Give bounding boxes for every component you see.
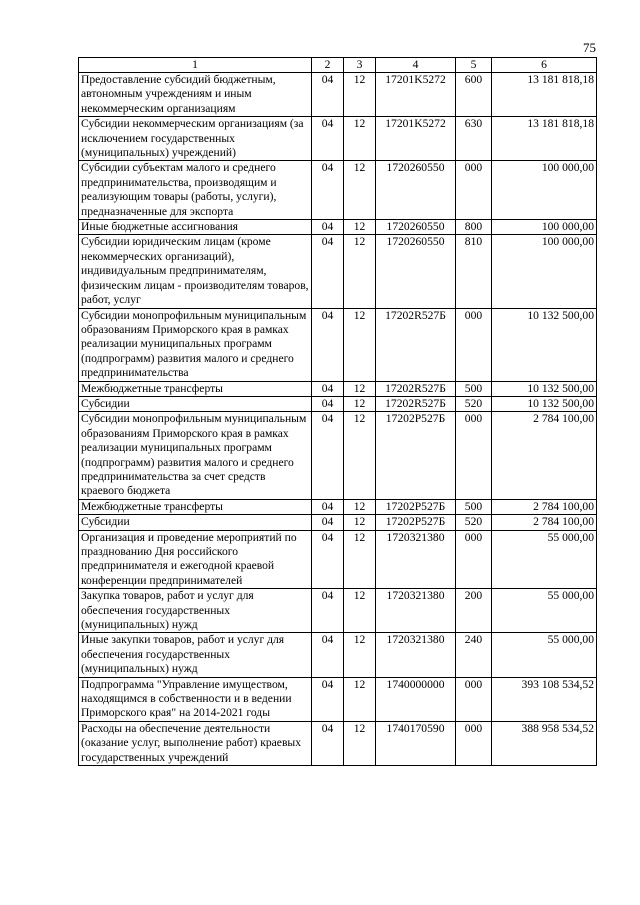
row-amount-cell: 100 000,00 bbox=[492, 220, 597, 235]
row-name-cell: Субсидии bbox=[79, 396, 312, 411]
row-amount-cell: 2 784 100,00 bbox=[492, 412, 597, 499]
row-target-code-cell: 1720321380 bbox=[376, 633, 456, 677]
row-name-cell: Расходы на обеспечение деятельности (оказание услуг, выполнение работ) краевых государственных учреждений bbox=[79, 721, 312, 765]
row-amount-cell: 13 181 818,18 bbox=[492, 117, 597, 161]
row-section-cell: 04 bbox=[312, 412, 344, 499]
row-target-code-cell: 1720321380 bbox=[376, 530, 456, 589]
table-row bbox=[79, 381, 597, 396]
row-expense-type-cell: 500 bbox=[456, 381, 492, 396]
row-expense-type-cell: 000 bbox=[456, 677, 492, 721]
row-expense-type-cell: 800 bbox=[456, 220, 492, 235]
header-col-4: 4 bbox=[376, 58, 456, 73]
row-subsection-cell: 12 bbox=[344, 396, 376, 411]
row-target-code-cell: 17201K5272 bbox=[376, 73, 456, 117]
row-name-cell: Межбюджетные трансферты bbox=[79, 381, 312, 396]
row-name-cell: Закупка товаров, работ и услуг для обеспечения государственных (муниципальных) нужд bbox=[79, 589, 312, 633]
table-body bbox=[79, 73, 597, 766]
header-col-5: 5 bbox=[456, 58, 492, 73]
table-row bbox=[79, 235, 597, 308]
row-section-cell: 04 bbox=[312, 73, 344, 117]
row-expense-type-cell: 600 bbox=[456, 73, 492, 117]
row-name-cell: Субсидии монопрофильным муниципальным образованиям Приморского края в рамках реализации муниципальных программ (подпрограмм) развития малого и среднего предпринимательства за счет средств краевого бюджета bbox=[79, 412, 312, 499]
row-subsection-cell: 12 bbox=[344, 381, 376, 396]
row-name-cell: Предоставление субсидий бюджетным, автономным учреждениям и иным некоммерческим организациям bbox=[79, 73, 312, 117]
row-section-cell: 04 bbox=[312, 515, 344, 530]
row-amount-cell: 2 784 100,00 bbox=[492, 499, 597, 514]
row-target-code-cell: 1740170590 bbox=[376, 721, 456, 765]
row-expense-type-cell: 000 bbox=[456, 530, 492, 589]
table-row bbox=[79, 677, 597, 721]
table-row bbox=[79, 220, 597, 235]
row-amount-cell: 2 784 100,00 bbox=[492, 515, 597, 530]
row-target-code-cell: 17202P527Б bbox=[376, 499, 456, 514]
table-row bbox=[79, 161, 597, 220]
row-subsection-cell: 12 bbox=[344, 677, 376, 721]
row-subsection-cell: 12 bbox=[344, 633, 376, 677]
row-expense-type-cell: 630 bbox=[456, 117, 492, 161]
row-target-code-cell: 17202P527Б bbox=[376, 412, 456, 499]
table-row bbox=[79, 499, 597, 514]
row-target-code-cell: 1720260550 bbox=[376, 235, 456, 308]
row-expense-type-cell: 200 bbox=[456, 589, 492, 633]
row-subsection-cell: 12 bbox=[344, 499, 376, 514]
header-col-2: 2 bbox=[312, 58, 344, 73]
table-header-row bbox=[79, 58, 597, 73]
row-expense-type-cell: 520 bbox=[456, 515, 492, 530]
budget-table bbox=[78, 57, 597, 766]
row-target-code-cell: 1740000000 bbox=[376, 677, 456, 721]
row-subsection-cell: 12 bbox=[344, 220, 376, 235]
row-amount-cell: 100 000,00 bbox=[492, 161, 597, 220]
row-target-code-cell: 17202P527Б bbox=[376, 515, 456, 530]
row-subsection-cell: 12 bbox=[344, 412, 376, 499]
row-expense-type-cell: 810 bbox=[456, 235, 492, 308]
row-section-cell: 04 bbox=[312, 161, 344, 220]
row-subsection-cell: 12 bbox=[344, 117, 376, 161]
row-section-cell: 04 bbox=[312, 589, 344, 633]
row-amount-cell: 100 000,00 bbox=[492, 235, 597, 308]
row-expense-type-cell: 240 bbox=[456, 633, 492, 677]
row-name-cell: Субсидии некоммерческим организациям (за исключением государственных (муниципальных) учреждений) bbox=[79, 117, 312, 161]
row-target-code-cell: 17201K5272 bbox=[376, 117, 456, 161]
row-target-code-cell: 1720260550 bbox=[376, 220, 456, 235]
header-col-3: 3 bbox=[344, 58, 376, 73]
row-section-cell: 04 bbox=[312, 677, 344, 721]
row-amount-cell: 10 132 500,00 bbox=[492, 396, 597, 411]
table-row bbox=[79, 308, 597, 381]
row-subsection-cell: 12 bbox=[344, 515, 376, 530]
row-amount-cell: 10 132 500,00 bbox=[492, 308, 597, 381]
row-section-cell: 04 bbox=[312, 721, 344, 765]
row-subsection-cell: 12 bbox=[344, 73, 376, 117]
row-expense-type-cell: 520 bbox=[456, 396, 492, 411]
row-amount-cell: 55 000,00 bbox=[492, 633, 597, 677]
table-row bbox=[79, 515, 597, 530]
row-name-cell: Организация и проведение мероприятий по празднованию Дня российского предпринимателя и ежегодной краевой конференции предпринимателей bbox=[79, 530, 312, 589]
row-section-cell: 04 bbox=[312, 117, 344, 161]
row-subsection-cell: 12 bbox=[344, 589, 376, 633]
page-number: 75 bbox=[583, 40, 596, 55]
table-row bbox=[79, 396, 597, 411]
row-amount-cell: 388 958 534,52 bbox=[492, 721, 597, 765]
row-amount-cell: 393 108 534,52 bbox=[492, 677, 597, 721]
row-amount-cell: 10 132 500,00 bbox=[492, 381, 597, 396]
row-name-cell: Субсидии юридическим лицам (кроме некоммерческих организаций), индивидуальным предпринимателям, физическим лицам - производителям товаров, работ, услуг bbox=[79, 235, 312, 308]
row-section-cell: 04 bbox=[312, 633, 344, 677]
row-expense-type-cell: 000 bbox=[456, 161, 492, 220]
row-name-cell: Субсидии bbox=[79, 515, 312, 530]
row-amount-cell: 13 181 818,18 bbox=[492, 73, 597, 117]
table-row bbox=[79, 721, 597, 765]
row-target-code-cell: 1720260550 bbox=[376, 161, 456, 220]
row-section-cell: 04 bbox=[312, 396, 344, 411]
row-expense-type-cell: 000 bbox=[456, 308, 492, 381]
row-name-cell: Субсидии монопрофильным муниципальным образованиям Приморского края в рамках реализации муниципальных программ (подпрограмм) развития малого и среднего предпринимательства bbox=[79, 308, 312, 381]
header-col-1: 1 bbox=[79, 58, 312, 73]
row-section-cell: 04 bbox=[312, 381, 344, 396]
row-name-cell: Иные закупки товаров, работ и услуг для обеспечения государственных (муниципальных) нужд bbox=[79, 633, 312, 677]
table-row bbox=[79, 633, 597, 677]
table-row bbox=[79, 412, 597, 499]
row-target-code-cell: 17202R527Б bbox=[376, 396, 456, 411]
row-subsection-cell: 12 bbox=[344, 721, 376, 765]
row-amount-cell: 55 000,00 bbox=[492, 530, 597, 589]
row-target-code-cell: 17202R527Б bbox=[376, 381, 456, 396]
row-name-cell: Субсидии субъектам малого и среднего предпринимательства, производящим и реализующим товары (работы, услуги), предназначенные для экспорта bbox=[79, 161, 312, 220]
header-col-6: 6 bbox=[492, 58, 597, 73]
row-expense-type-cell: 000 bbox=[456, 721, 492, 765]
row-subsection-cell: 12 bbox=[344, 530, 376, 589]
row-expense-type-cell: 500 bbox=[456, 499, 492, 514]
table-row bbox=[79, 530, 597, 589]
row-section-cell: 04 bbox=[312, 235, 344, 308]
row-section-cell: 04 bbox=[312, 530, 344, 589]
row-name-cell: Иные бюджетные ассигнования bbox=[79, 220, 312, 235]
row-section-cell: 04 bbox=[312, 499, 344, 514]
row-subsection-cell: 12 bbox=[344, 308, 376, 381]
row-subsection-cell: 12 bbox=[344, 161, 376, 220]
row-section-cell: 04 bbox=[312, 308, 344, 381]
table-row bbox=[79, 589, 597, 633]
row-target-code-cell: 1720321380 bbox=[376, 589, 456, 633]
row-subsection-cell: 12 bbox=[344, 235, 376, 308]
row-name-cell: Межбюджетные трансферты bbox=[79, 499, 312, 514]
row-expense-type-cell: 000 bbox=[456, 412, 492, 499]
table-row bbox=[79, 73, 597, 117]
row-name-cell: Подпрограмма "Управление имуществом, находящимся в собственности и в ведении Приморского края" на 2014-2021 годы bbox=[79, 677, 312, 721]
table-row bbox=[79, 117, 597, 161]
row-target-code-cell: 17202R527Б bbox=[376, 308, 456, 381]
row-section-cell: 04 bbox=[312, 220, 344, 235]
row-amount-cell: 55 000,00 bbox=[492, 589, 597, 633]
